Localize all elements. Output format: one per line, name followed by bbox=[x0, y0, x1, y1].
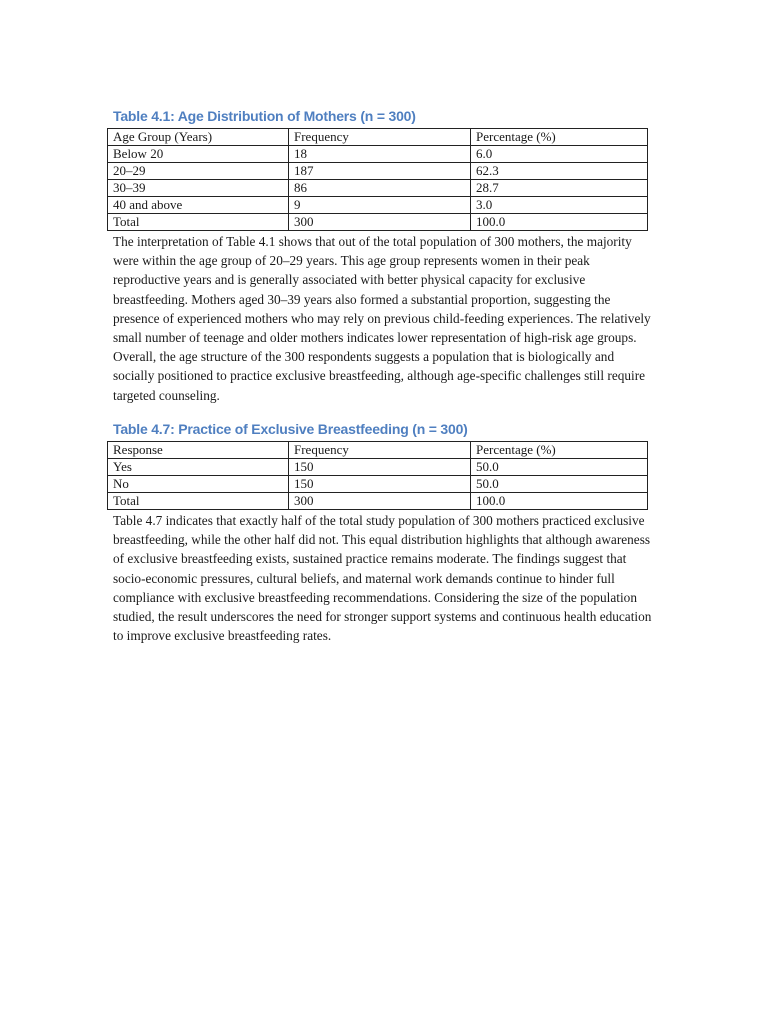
table-row bbox=[108, 146, 648, 163]
table-4-7-interpretation: Table 4.7 indicates that exactly half of the total study population of 300 mothers practiced exclusive breastfeeding, while the other half did not. This equal distribution highlights that although awareness of exclusive breastfeeding exists, sustained practice remains moderate. The findings suggest that socio-economic pressures, cultural beliefs, and maternal work demands continue to hinder full compliance with exclusive breastfeeding recommendations. Considering the size of the population studied, the result underscores the need for stronger support systems and continuous health education to improve exclusive breastfeeding rates. bbox=[113, 513, 652, 644]
table-cell: Total bbox=[108, 214, 289, 231]
table-total-row bbox=[108, 493, 648, 510]
table-header-row bbox=[108, 129, 648, 146]
table-4-7-heading: Table 4.7: Practice of Exclusive Breastfeeding (n = 300) bbox=[113, 421, 468, 437]
table-4-1-interpretation: The interpretation of Table 4.1 shows that out of the total population of 300 mothers, the majority were within the age group of 20–29 years. This age group represents women in their peak reproductive years and is generally associated with better physical capacity for exclusive breastfeeding. Mothers aged 30–39 years also formed a substantial proportion, suggesting the presence of experienced mothers who may rely on previous child-feeding experiences. The relatively small number of teenage and older mothers indicates lower representation of high-risk age groups. Overall, the age structure of the 300 respondents suggests a population that is biologically and socially positioned to practice exclusive breastfeeding, although age-specific challenges still require targeted counseling. bbox=[113, 234, 651, 403]
table-cell: 100.0 bbox=[471, 493, 648, 510]
table-total-row bbox=[108, 214, 648, 231]
table-cell: 50.0 bbox=[471, 476, 648, 493]
table-row bbox=[108, 197, 648, 214]
table-row bbox=[108, 163, 648, 180]
table-cell: 9 bbox=[289, 197, 471, 214]
table-cell: 86 bbox=[289, 180, 471, 197]
table-cell: Yes bbox=[108, 459, 289, 476]
table-cell: 100.0 bbox=[471, 214, 648, 231]
table-cell: 30–39 bbox=[108, 180, 289, 197]
table-cell: No bbox=[108, 476, 289, 493]
table-cell: 18 bbox=[289, 146, 471, 163]
table-row bbox=[108, 180, 648, 197]
column-header: Response bbox=[108, 442, 289, 459]
table-header-row bbox=[108, 442, 648, 459]
breastfeeding-practice-table bbox=[107, 441, 648, 510]
table-4-1-heading: Table 4.1: Age Distribution of Mothers (n = 300) bbox=[113, 108, 416, 124]
table-row bbox=[108, 476, 648, 493]
table-cell: 20–29 bbox=[108, 163, 289, 180]
column-header: Age Group (Years) bbox=[108, 129, 289, 146]
table-cell: 150 bbox=[289, 459, 471, 476]
table-cell: 6.0 bbox=[471, 146, 648, 163]
table-cell: 28.7 bbox=[471, 180, 648, 197]
column-header: Percentage (%) bbox=[471, 442, 648, 459]
table-cell: 300 bbox=[289, 214, 471, 231]
age-distribution-table bbox=[107, 128, 648, 231]
table-cell: 300 bbox=[289, 493, 471, 510]
table-row bbox=[108, 459, 648, 476]
table-cell: 3.0 bbox=[471, 197, 648, 214]
column-header: Frequency bbox=[289, 129, 471, 146]
table-cell: 150 bbox=[289, 476, 471, 493]
column-header: Percentage (%) bbox=[471, 129, 648, 146]
table-cell: 40 and above bbox=[108, 197, 289, 214]
table-cell: Total bbox=[108, 493, 289, 510]
table-cell: Below 20 bbox=[108, 146, 289, 163]
table-cell: 62.3 bbox=[471, 163, 648, 180]
column-header: Frequency bbox=[289, 442, 471, 459]
table-cell: 50.0 bbox=[471, 459, 648, 476]
table-cell: 187 bbox=[289, 163, 471, 180]
